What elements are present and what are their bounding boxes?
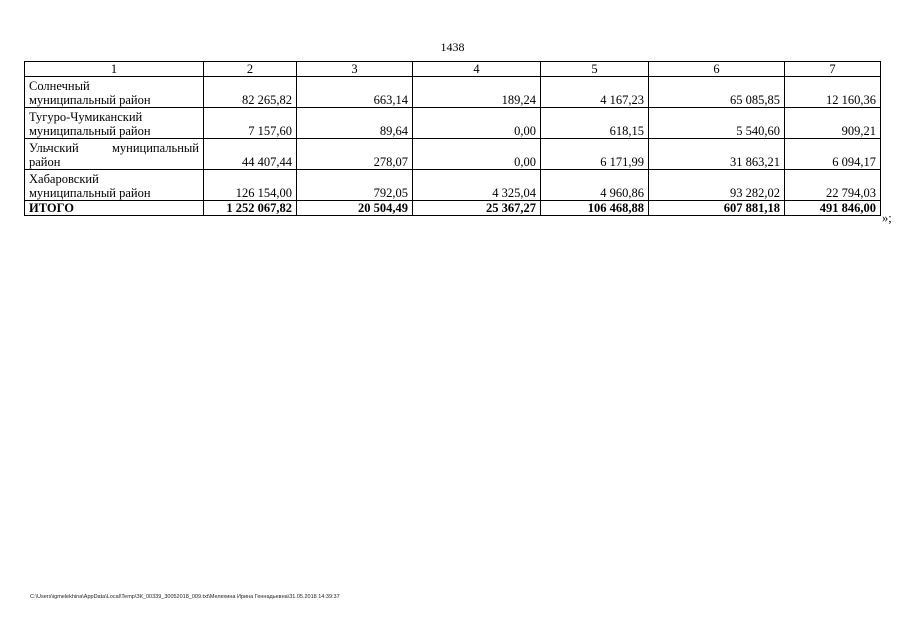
total-value-cell: 1 252 067,82 [204, 201, 297, 216]
column-header: 7 [785, 62, 881, 77]
column-header: 1 [25, 62, 204, 77]
total-label: ИТОГО [25, 201, 204, 216]
district-name-line: муниципальный район [29, 124, 151, 138]
data-table [24, 61, 881, 216]
district-name-line: Ульчский муниципальный [29, 141, 199, 155]
total-row [25, 201, 881, 216]
total-value-cell: 20 504,49 [297, 201, 413, 216]
value-cell: 31 863,21 [649, 139, 785, 170]
value-cell: 12 160,36 [785, 77, 881, 108]
district-name-line: район [29, 155, 61, 169]
column-header: 4 [413, 62, 541, 77]
footer-file-path: C:\Users\igmelekhina\AppData\Local\Temp\ЗК_00339_30052018_009.txt\Мелехина Ирина Геннадьевна\31.05.2018 14:39:37 [30, 594, 340, 600]
header-row [25, 62, 881, 77]
table-row [25, 139, 881, 170]
district-name-cell [25, 170, 204, 201]
total-value-cell: 106 468,88 [541, 201, 649, 216]
column-header: 6 [649, 62, 785, 77]
value-cell: 65 085,85 [649, 77, 785, 108]
column-header: 2 [204, 62, 297, 77]
value-cell: 618,15 [541, 108, 649, 139]
value-cell: 0,00 [413, 108, 541, 139]
district-name-line: муниципальный район [29, 186, 151, 200]
table-row [25, 170, 881, 201]
value-cell: 89,64 [297, 108, 413, 139]
total-value-cell: 491 846,00 [785, 201, 881, 216]
value-cell: 93 282,02 [649, 170, 785, 201]
value-cell: 4 960,86 [541, 170, 649, 201]
value-cell: 5 540,60 [649, 108, 785, 139]
district-name-cell [25, 139, 204, 170]
value-cell: 126 154,00 [204, 170, 297, 201]
value-cell: 909,21 [785, 108, 881, 139]
value-cell: 6 094,17 [785, 139, 881, 170]
district-name-cell [25, 108, 204, 139]
table-row [25, 77, 881, 108]
value-cell: 663,14 [297, 77, 413, 108]
value-cell: 82 265,82 [204, 77, 297, 108]
value-cell: 0,00 [413, 139, 541, 170]
closing-quote-mark: »; [882, 211, 892, 225]
column-header: 5 [541, 62, 649, 77]
value-cell: 4 325,04 [413, 170, 541, 201]
value-cell: 278,07 [297, 139, 413, 170]
total-value-cell: 607 881,18 [649, 201, 785, 216]
district-name-line: муниципальный район [29, 93, 151, 107]
value-cell: 4 167,23 [541, 77, 649, 108]
page-number: 1438 [440, 40, 465, 54]
value-cell: 6 171,99 [541, 139, 649, 170]
value-cell: 189,24 [413, 77, 541, 108]
district-name-line: Солнечный [29, 79, 90, 93]
value-cell: 7 157,60 [204, 108, 297, 139]
total-value-cell: 25 367,27 [413, 201, 541, 216]
value-cell: 22 794,03 [785, 170, 881, 201]
table-row [25, 108, 881, 139]
district-name-cell [25, 77, 204, 108]
value-cell: 792,05 [297, 170, 413, 201]
district-name-line: Тугуро-Чумиканский [29, 110, 143, 124]
district-name-line: Хабаровский [29, 172, 99, 186]
column-header: 3 [297, 62, 413, 77]
value-cell: 44 407,44 [204, 139, 297, 170]
